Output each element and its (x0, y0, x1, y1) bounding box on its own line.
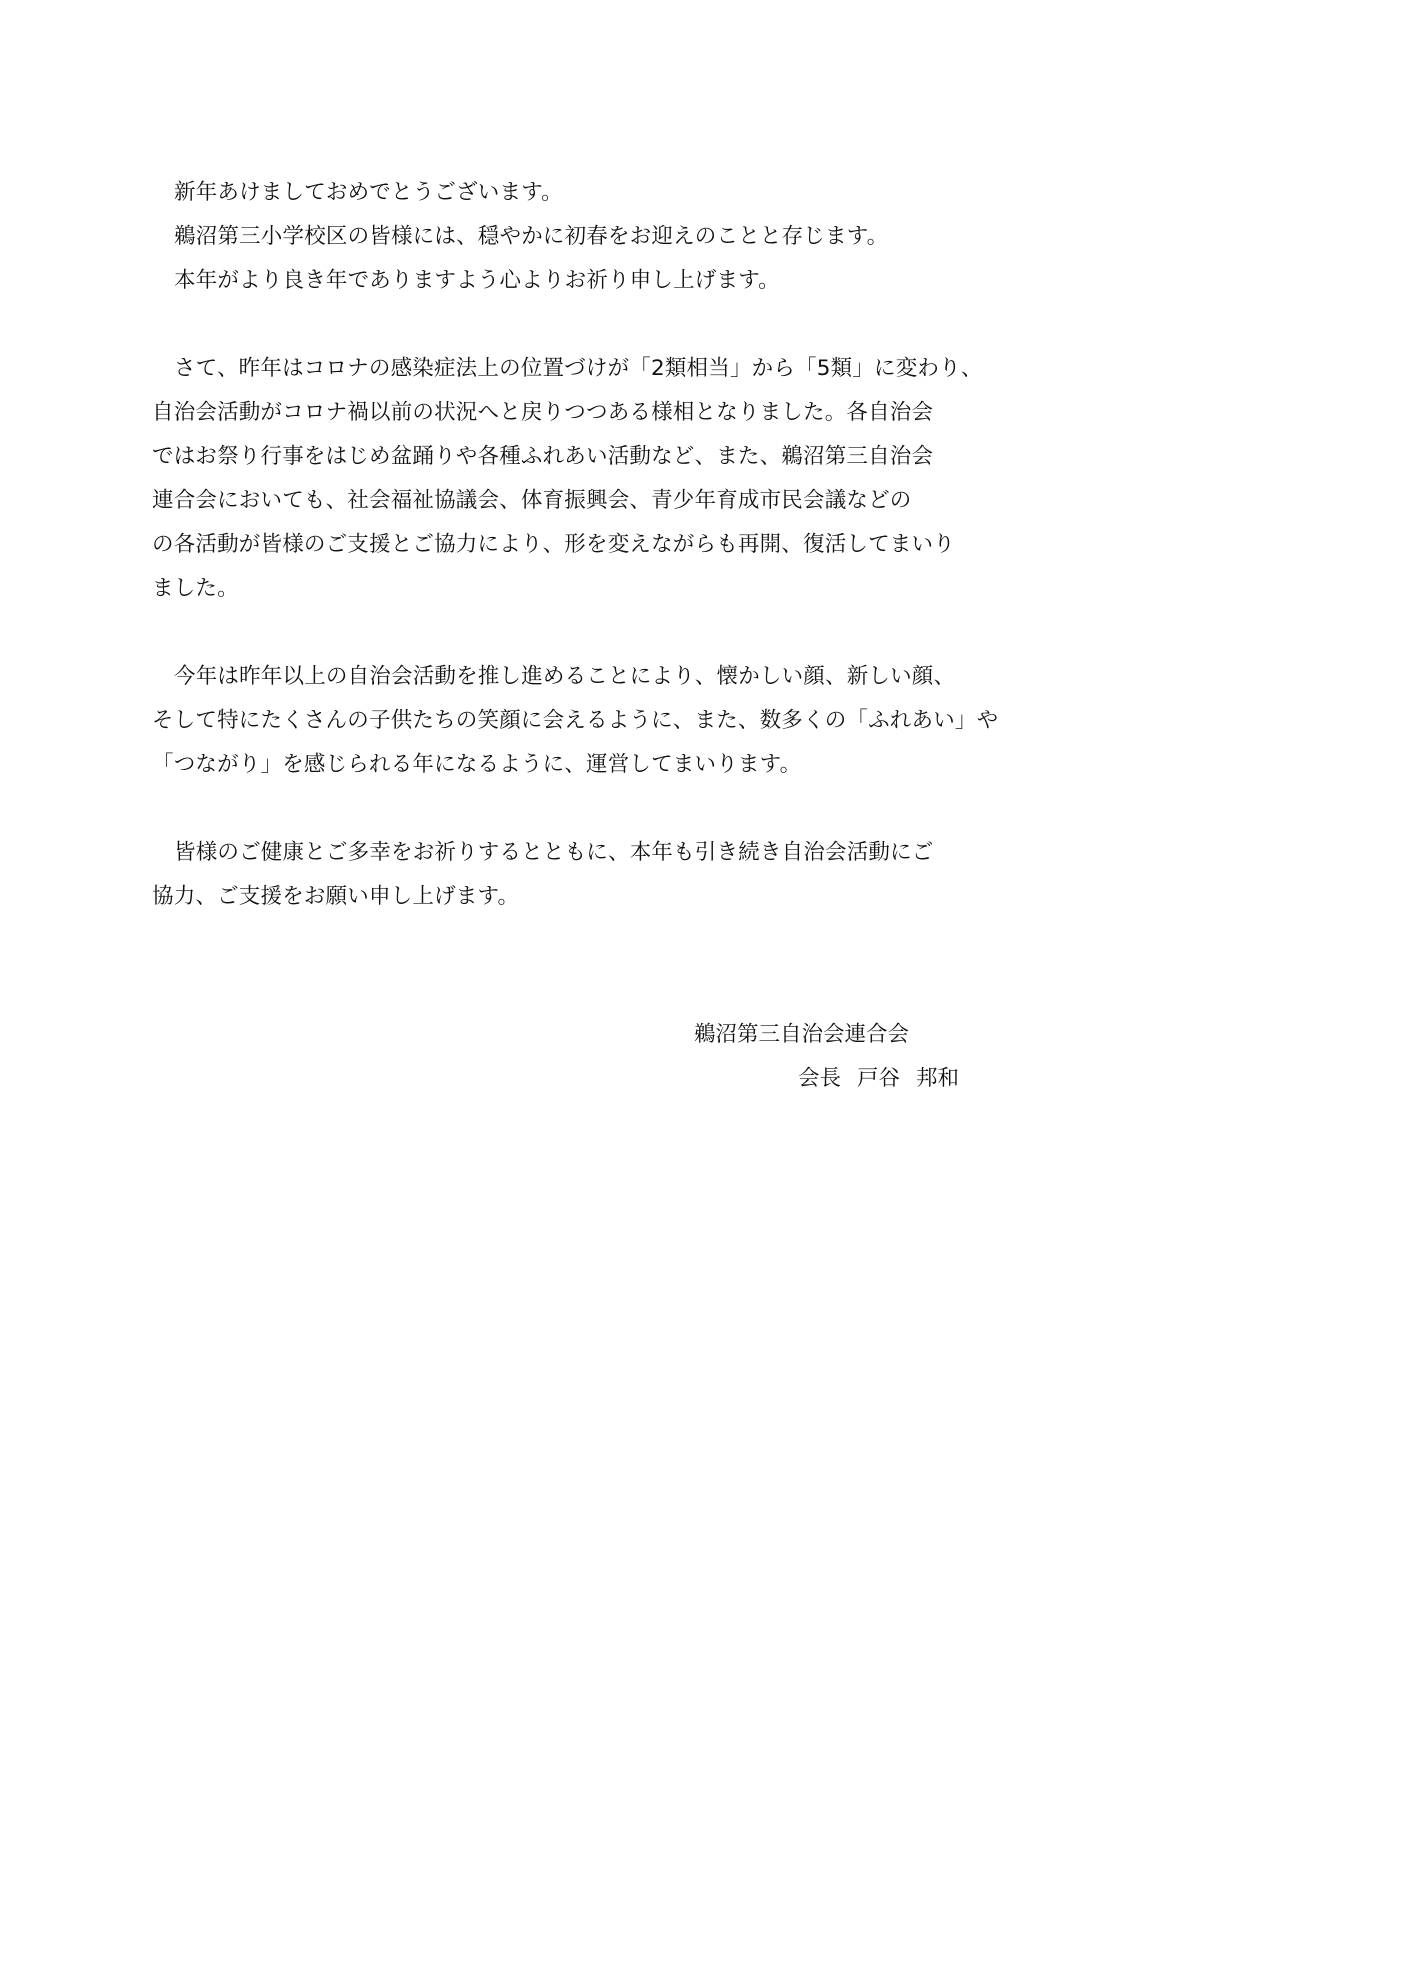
paragraph-line: 「つながり」を感じられる年になるように、運営してまいります。 (152, 752, 802, 777)
signature-name-line (690, 1064, 1010, 1094)
paragraph-line: 協力、ご支援をお願い申し上げます。 (152, 884, 520, 909)
paragraph-closing (152, 838, 1012, 926)
paragraph-line: 連合会においても、社会福祉協議会、体育振興会、青少年育成市民会議などの (152, 488, 912, 513)
greeting-line: 新年あけましておめでとうございます。 (174, 180, 563, 205)
greeting-line: 鵜沼第三小学校区の皆様には、穏やかに初春をお迎えのことと存じます。 (174, 224, 889, 249)
paragraph-line: ました。 (152, 576, 239, 601)
paragraph-line: の各活動が皆様のご支援とご協力により、形を変えながらも再開、復活してまいり (152, 532, 955, 557)
greeting-line: 本年がより良き年でありますよう心よりお祈り申し上げます。 (174, 268, 780, 293)
signature-surname: 戸谷 (857, 1066, 901, 1091)
signature-given-name: 邦和 (916, 1066, 960, 1091)
paragraph-activities (152, 354, 1012, 618)
paragraph-line: ではお祭り行事をはじめ盆踊りや各種ふれあい活動など、また、鵜沼第三自治会 (152, 444, 934, 469)
paragraph-line: 今年は昨年以上の自治会活動を推し進めることにより、懐かしい顔、新しい顔、 (174, 664, 956, 689)
paragraph-line: 皆様のご健康とご多幸をお祈りするとともに、本年も引き続き自治会活動にご (174, 840, 934, 865)
signature-title: 会長 (798, 1066, 842, 1091)
paragraph-line: さて、昨年はコロナの感染症法上の位置づけが「2類相当」から「5類」に変わり、 (174, 356, 983, 381)
letter-body (152, 178, 1012, 926)
paragraph-this-year (152, 662, 1012, 794)
paragraph-line: 自治会活動がコロナ禍以前の状況へと戻りつつある様相となりました。各自治会 (152, 400, 934, 425)
signature-organization: 鵜沼第三自治会連合会 (694, 1022, 910, 1047)
signature-block (690, 1020, 1010, 1094)
paragraph-line: そして特にたくさんの子供たちの笑顔に会えるように、また、数多くの「ふれあい」や (152, 708, 999, 733)
greeting-paragraph (152, 178, 1012, 310)
